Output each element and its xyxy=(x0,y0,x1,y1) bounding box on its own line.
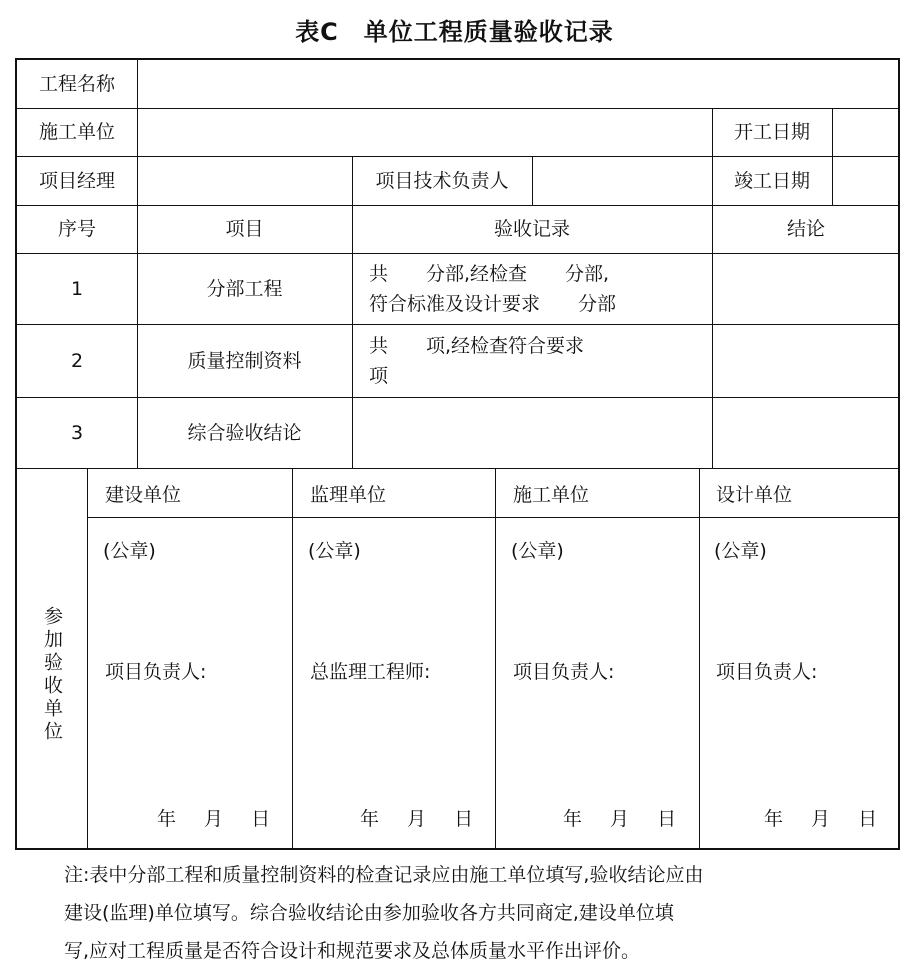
completion-date-field[interactable] xyxy=(833,156,900,205)
participants-side-label: 参加验收单位 xyxy=(41,606,63,744)
table-row-item: 分部工程 xyxy=(206,277,283,300)
project-manager-label: 项目经理 xyxy=(38,169,115,192)
column-header-no: 序号 xyxy=(57,218,96,240)
sign-date[interactable]: 年 月 日 xyxy=(764,808,878,830)
footnote-line: 写,应对工程质量是否符合设计和规范要求及总体质量水平作出评价。 xyxy=(64,940,641,962)
sign-date[interactable]: 年 月 日 xyxy=(563,808,677,830)
unit-name-design: 设计单位 xyxy=(716,484,793,506)
table-row-record[interactable] xyxy=(369,324,709,397)
col-divider xyxy=(495,468,496,850)
sign-date[interactable]: 年 月 日 xyxy=(157,808,271,830)
table-row-no: 1 xyxy=(70,277,84,300)
column-header-item: 项目 xyxy=(225,218,264,240)
tech-lead-label: 项目技术负责人 xyxy=(375,169,509,192)
signer-label[interactable]: 总监理工程师: xyxy=(310,661,431,683)
unit-name-supervision: 监理单位 xyxy=(310,484,387,506)
record-line: 项 xyxy=(369,364,389,387)
footnote-line: 建设(监理)单位填写。综合验收结论由参加验收各方共同商定,建设单位填 xyxy=(64,902,674,924)
table-row-conclusion[interactable] xyxy=(713,253,900,324)
footnote-line: 注:表中分部工程和质量控制资料的检查记录应由施工单位填写,验收结论应由 xyxy=(64,864,704,886)
document-title: 表C 单位工程质量验收记录 xyxy=(295,18,614,46)
table-row-item: 综合验收结论 xyxy=(187,421,302,444)
completion-date-label: 竣工日期 xyxy=(733,169,810,192)
unit-header-divider xyxy=(87,517,900,518)
col-divider xyxy=(87,468,88,850)
table-row-record[interactable] xyxy=(353,397,712,468)
signer-label[interactable]: 项目负责人: xyxy=(105,661,207,683)
column-header-conclusion: 结论 xyxy=(786,218,825,240)
tech-lead-field[interactable] xyxy=(533,156,712,205)
construction-unit-field[interactable] xyxy=(138,108,712,156)
col-divider xyxy=(699,468,700,850)
table-row-conclusion[interactable] xyxy=(713,397,900,468)
record-line: 符合标准及设计要求 分部 xyxy=(369,292,617,315)
table-row-no: 2 xyxy=(70,349,84,372)
project-name-label: 工程名称 xyxy=(38,73,115,95)
seal-label: (公章) xyxy=(714,540,767,562)
unit-name-construction: 建设单位 xyxy=(105,484,182,506)
seal-label: (公章) xyxy=(308,540,361,562)
row-divider xyxy=(17,468,900,469)
start-date-label: 开工日期 xyxy=(733,121,810,143)
project-manager-field[interactable] xyxy=(138,156,352,205)
signer-label[interactable]: 项目负责人: xyxy=(513,661,615,683)
table-row-item: 质量控制资料 xyxy=(187,349,302,372)
construction-unit-label: 施工单位 xyxy=(38,121,115,143)
project-name-field[interactable] xyxy=(138,60,900,108)
col-divider xyxy=(292,468,293,850)
column-header-record: 验收记录 xyxy=(493,218,570,240)
seal-label: (公章) xyxy=(103,540,156,562)
unit-name-contractor: 施工单位 xyxy=(513,484,590,506)
record-line: 共 项,经检查符合要求 xyxy=(369,334,585,357)
table-row-conclusion[interactable] xyxy=(713,324,900,397)
record-line: 共 分部,经检查 分部, xyxy=(369,262,610,285)
start-date-field[interactable] xyxy=(833,108,900,156)
signer-label[interactable]: 项目负责人: xyxy=(716,661,818,683)
sign-date[interactable]: 年 月 日 xyxy=(360,808,474,830)
seal-label: (公章) xyxy=(511,540,564,562)
footnote xyxy=(64,856,900,970)
table-row-no: 3 xyxy=(70,421,84,444)
acceptance-record-table xyxy=(15,58,900,850)
table-row-record[interactable] xyxy=(369,253,709,324)
